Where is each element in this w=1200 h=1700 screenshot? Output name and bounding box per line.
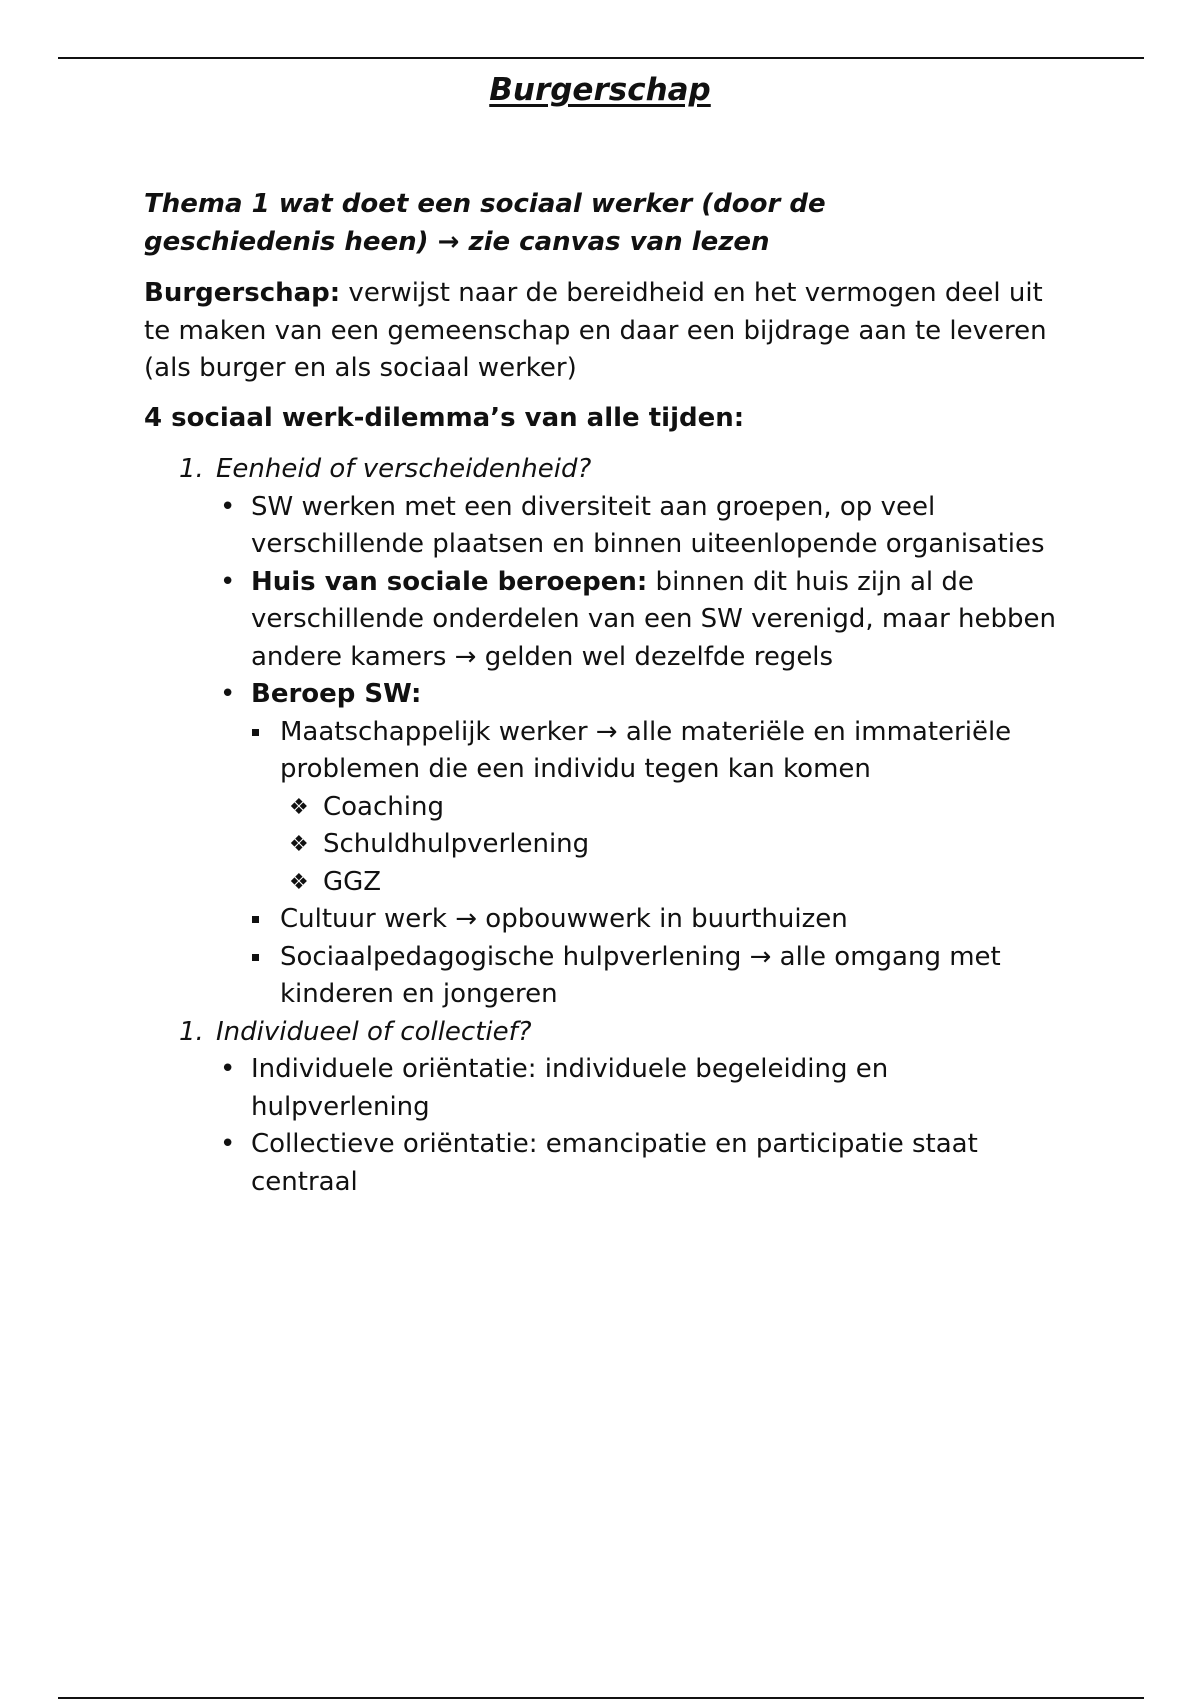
bullet-item: [216, 489, 1064, 564]
bullet-item: [216, 676, 1064, 1014]
dilemma-item-1: [144, 451, 1064, 1014]
document-title: Burgerschap: [489, 72, 711, 108]
bullet-item: [216, 1051, 1064, 1126]
sub-item: [251, 939, 1064, 1014]
maatschappelijk-werker-list: [280, 789, 1064, 902]
definition-paragraph: [144, 275, 1064, 388]
diamond-item-text: Schuldhulpverlening: [323, 829, 590, 859]
dilemma-number-1: 1.: [179, 454, 204, 484]
bullet-text: SW werken met een diversiteit aan groepen, op veel verschillende plaatsen en binnen uiteenlopende organisaties: [251, 491, 1045, 559]
bullet-icon: •: [220, 1129, 236, 1159]
bullet-text: binnen dit huis zijn al de verschillende onderdelen van een SW verenigd, maar hebben andere kamers → gelden wel dezelfde regels: [251, 566, 1056, 672]
sub-item-text: Cultuur werk → opbouwwerk in buurthuizen: [280, 904, 848, 934]
square-bullet-icon: [252, 729, 259, 736]
bullet-icon: •: [220, 566, 236, 597]
document-body: [144, 186, 1064, 1201]
diamond-bullet-icon: ❖: [289, 869, 309, 895]
dilemma-label-1: Eenheid of verscheidenheid?: [216, 454, 592, 484]
dilemma-list: [144, 451, 1064, 1201]
bullet-icon: •: [220, 1054, 236, 1084]
diamond-item: [280, 789, 1064, 827]
bullet-item: [216, 1126, 1064, 1201]
section-heading: [144, 186, 1064, 261]
bullet-term: Beroep SW:: [251, 679, 422, 709]
diamond-item: [280, 864, 1064, 902]
sub-item: [251, 901, 1064, 939]
bullet-text: Collectieve oriëntatie: emancipatie en participatie staat centraal: [251, 1129, 978, 1197]
section-heading-line-2: geschiedenis heen) → zie canvas van lezen: [144, 226, 770, 257]
footer-rule: [58, 1697, 1144, 1699]
section-heading-line-1: Thema 1 wat doet een sociaal werker (door de: [144, 189, 826, 219]
diamond-bullet-icon: ❖: [289, 832, 309, 857]
dilemmas-heading: 4 sociaal werk-dilemma’s van alle tijden:: [144, 402, 745, 433]
dilemma-number-2: 1.: [179, 1016, 204, 1047]
bullet-icon: •: [220, 679, 236, 709]
definition-term: Burgerschap:: [144, 278, 341, 308]
bullet-item: [216, 564, 1064, 677]
diamond-bullet-icon: ❖: [289, 794, 309, 820]
sub-item: [251, 714, 1064, 902]
diamond-item-text: GGZ: [323, 866, 382, 897]
dilemma-item-2: [144, 1014, 1064, 1202]
definition-text: verwijst naar de bereidheid en het vermogen deel uit te maken van een gemeenschap en daar een bijdrage aan te leveren (als burger en als sociaal werker): [144, 278, 1047, 383]
square-bullet-icon: [252, 954, 259, 961]
dilemma-1-bullets: [216, 489, 1064, 1014]
bullet-text: Individuele oriëntatie: individuele begeleiding en hulpverlening: [251, 1054, 889, 1122]
dilemma-2-bullets: [216, 1051, 1064, 1201]
diamond-item: [280, 826, 1064, 864]
beroep-sw-list: [251, 714, 1064, 1014]
bullet-icon: •: [220, 491, 236, 522]
square-bullet-icon: [252, 916, 259, 923]
sub-item-text: Sociaalpedagogische hulpverlening → alle omgang met kinderen en jongeren: [280, 941, 1001, 1009]
sub-item-text: Maatschappelijk werker → alle materiële en immateriële problemen die een individu tegen kan komen: [280, 716, 1012, 784]
diamond-item-text: Coaching: [323, 791, 444, 822]
dilemma-label-2: Individueel of collectief?: [216, 1016, 532, 1047]
header-rule: [58, 57, 1144, 59]
bullet-term: Huis van sociale beroepen:: [251, 566, 648, 597]
